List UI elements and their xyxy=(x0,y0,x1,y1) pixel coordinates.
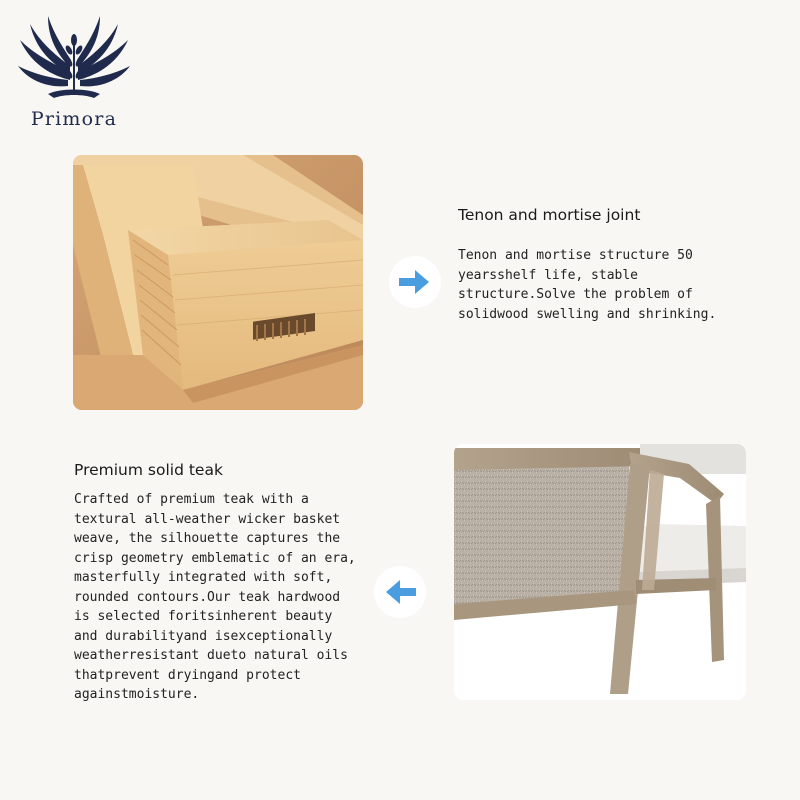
description-line: weave, the silhouette captures the xyxy=(74,531,341,546)
teak-wicker-chair-photo xyxy=(454,444,746,700)
description-line: masterfully integrated with soft, xyxy=(74,570,333,585)
brand-logo xyxy=(14,10,134,130)
description-line: Tenon and mortise structure 50 xyxy=(458,248,693,263)
description-line: is selected foritsinherent beauty xyxy=(74,609,333,624)
section-title-premium-teak: Premium solid teak xyxy=(74,461,223,479)
description-line: Crafted of premium teak with a xyxy=(74,492,309,507)
description-line: weatherresistant dueto natural oils xyxy=(74,648,348,663)
brand-name: Primora xyxy=(30,108,118,130)
arrow-left-icon xyxy=(374,566,426,618)
description-line: yearsshelf life, stable xyxy=(458,267,639,283)
tenon-mortise-illustration xyxy=(73,155,363,410)
description-line: crisp geometry emblematic of an era, xyxy=(74,550,356,566)
description-line: solidwood swelling and shrinking. xyxy=(458,306,717,322)
description-line: rounded contours.Our teak hardwood xyxy=(74,589,341,605)
section-description-tenon-mortise xyxy=(458,246,716,324)
description-line: thatprevent dryingand protect xyxy=(74,667,301,683)
description-line: textural all-weather wicker basket xyxy=(74,511,341,527)
tenon-mortise-photo xyxy=(73,155,363,410)
section-description-premium-teak xyxy=(74,490,356,705)
arrow-right-icon xyxy=(389,256,441,308)
description-line: and durabilityand isexceptionally xyxy=(74,628,333,644)
teak-chair-illustration xyxy=(454,444,746,700)
section-title-tenon-mortise: Tenon and mortise joint xyxy=(458,206,641,224)
description-line: structure.Solve the problem of xyxy=(458,287,693,302)
description-line: againstmoisture. xyxy=(74,687,200,702)
laurel-wings-logo-icon xyxy=(14,10,134,110)
